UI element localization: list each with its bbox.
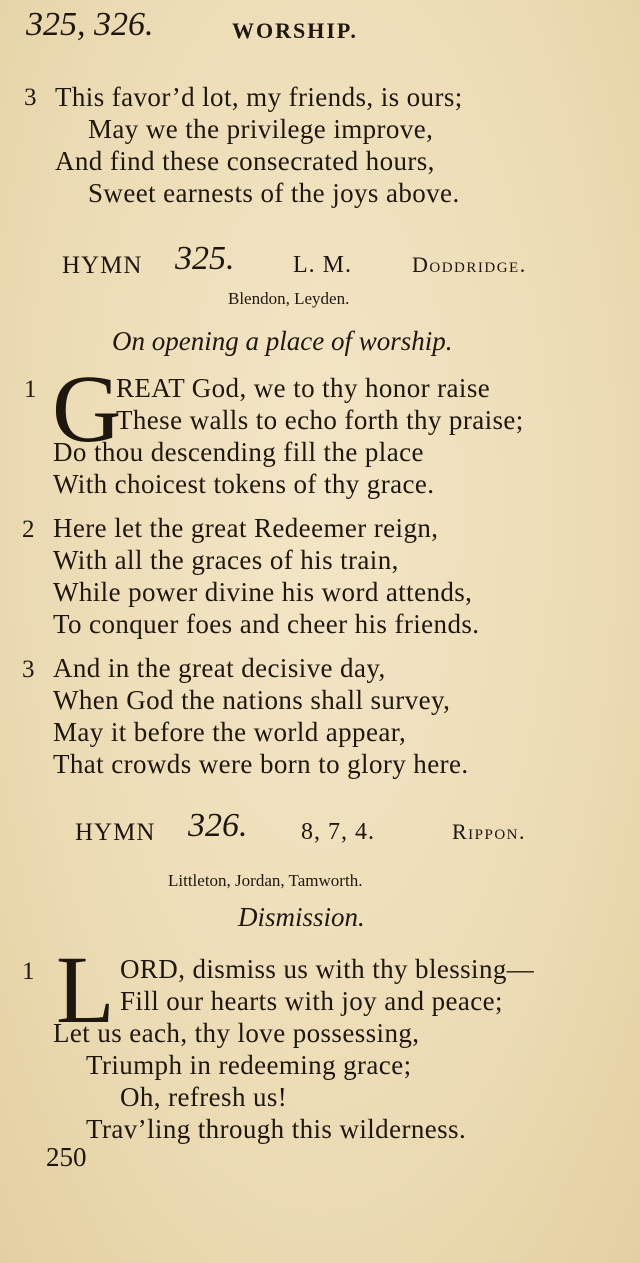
header-page-range: 325, 326. <box>26 6 154 43</box>
hymn-325-meter: L. M. <box>293 252 352 278</box>
hymn-325-verse-1-line-1: REAT God, we to thy honor raise <box>116 373 491 403</box>
hymn-325-verse-1-line-4: With choicest tokens of thy grace. <box>53 469 435 499</box>
hymn-326-verse-1-line-6: Trav’ling through this wilderness. <box>86 1114 467 1144</box>
hymn-325-author: Doddridge. <box>412 252 527 277</box>
hymn-325-verse-3-line-4: That crowds were born to glory here. <box>53 749 469 779</box>
hymn-325-tunes: Blendon, Leyden. <box>228 289 350 308</box>
hymn-325-subject: On opening a place of worship. <box>112 326 453 356</box>
page-number: 250 <box>46 1142 87 1172</box>
hymn-325-verse-2-line-2: With all the graces of his train, <box>53 545 399 575</box>
hymn-325-verse-2-line-4: To conquer foes and cheer his friends. <box>53 609 480 639</box>
hymn-326-verse-1-number: 1 <box>22 958 35 985</box>
hymn-326-verse-1-line-4: Triumph in redeeming grace; <box>86 1050 412 1080</box>
hymn-325-verse-2-line-3: While power divine his word attends, <box>53 577 473 607</box>
hymn-325-verse-1-line-2: These walls to echo forth thy praise; <box>116 405 524 435</box>
hymn-326-verse-1-line-1: ORD, dismiss us with thy blessing— <box>120 954 535 984</box>
hymn-325-verse-2-line-1: Here let the great Redeemer reign, <box>53 513 439 543</box>
header-section-title: WORSHIP. <box>232 18 358 43</box>
hymn-325-verse-1-line-3: Do thou descending fill the place <box>53 437 424 467</box>
hymn-325-verse-3-line-2: When God the nations shall survey, <box>53 685 451 715</box>
hymn-326-subject: Dismission. <box>238 902 365 932</box>
hymn-326-verse-1-line-3: Let us each, thy love possessing, <box>53 1018 420 1048</box>
continuation-line-1: This favor’d lot, my friends, is ours; <box>55 82 463 112</box>
hymn-326-verse-1-line-2: Fill our hearts with joy and peace; <box>120 986 503 1016</box>
hymn-326-label: HYMN <box>75 819 156 846</box>
hymn-325-number: 325. <box>175 240 235 277</box>
hymn-325-verse-3-line-3: May it before the world appear, <box>53 717 407 747</box>
continuation-line-3: And find these consecrated hours, <box>55 146 435 176</box>
continuation-line-4: Sweet earnests of the joys above. <box>88 178 460 208</box>
hymn-325-dropcap: G <box>52 355 122 462</box>
continuation-verse-number: 3 <box>24 84 37 111</box>
hymn-326-dropcap: L <box>56 936 115 1043</box>
hymn-325-label: HYMN <box>62 252 143 279</box>
hymn-326-author: Rippon. <box>452 819 527 844</box>
hymn-325-verse-1-number: 1 <box>24 376 37 403</box>
continuation-line-2: May we the privilege improve, <box>88 114 434 144</box>
hymn-325-verse-3-number: 3 <box>22 656 35 683</box>
hymn-325-verse-2-number: 2 <box>22 516 35 543</box>
hymn-326-number: 326. <box>188 807 248 844</box>
hymn-326-verse-1-line-5: Oh, refresh us! <box>120 1082 288 1112</box>
hymn-326-meter: 8, 7, 4. <box>301 819 375 845</box>
hymn-326-tunes: Littleton, Jordan, Tamworth. <box>168 871 363 890</box>
hymn-325-verse-3-line-1: And in the great decisive day, <box>53 653 386 683</box>
